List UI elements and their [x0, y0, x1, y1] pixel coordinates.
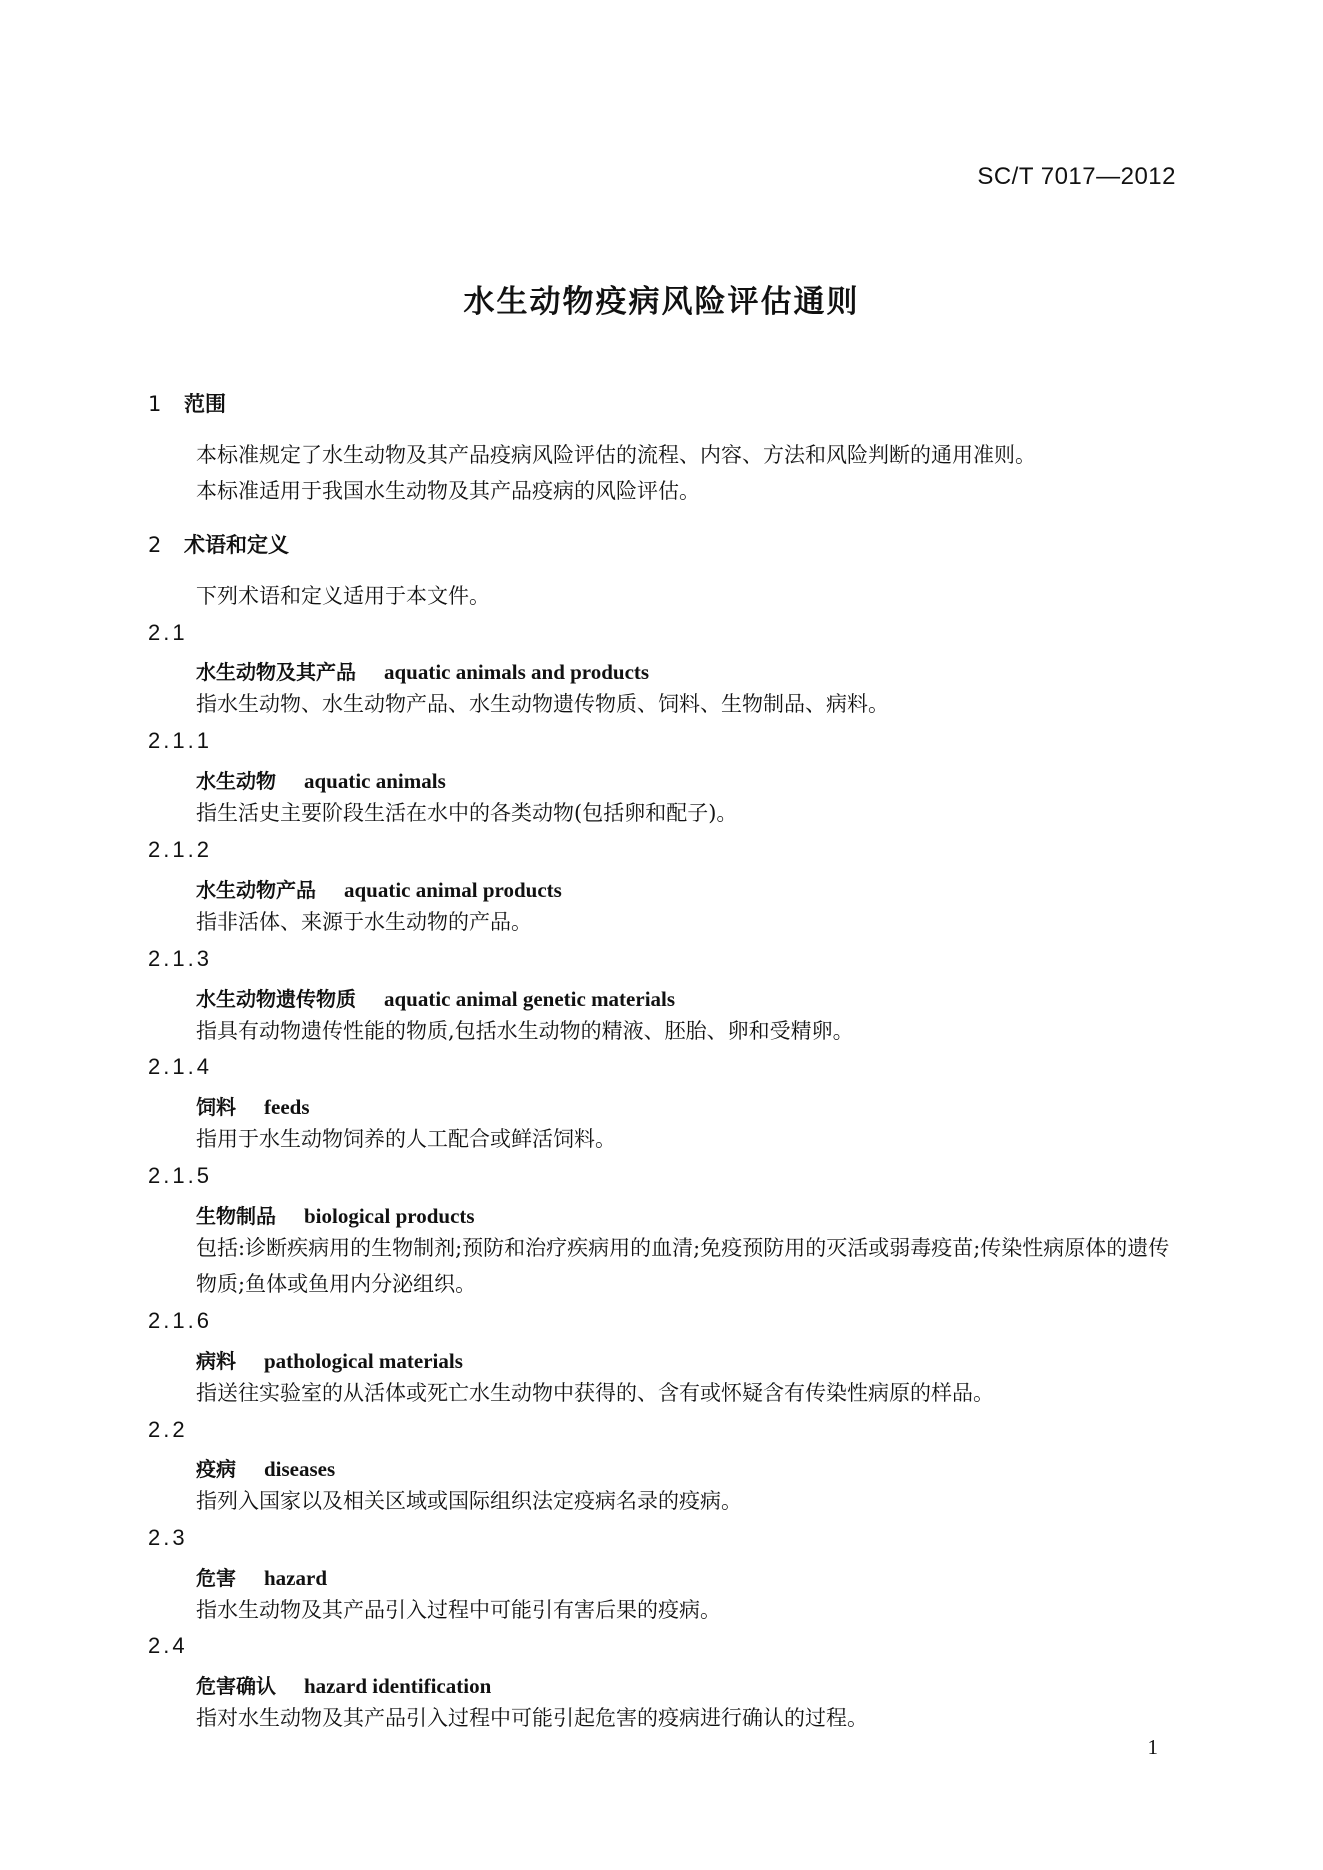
- section-2-intro: 下列术语和定义适用于本文件。: [196, 584, 490, 608]
- term-zh: 水生动物遗传物质: [196, 987, 356, 1011]
- clause-term: [196, 1200, 475, 1229]
- section-1-heading: [148, 388, 226, 418]
- clause-term: [196, 765, 446, 794]
- term-zh: 水生动物产品: [196, 878, 316, 902]
- term-en: aquatic animal products: [344, 878, 562, 902]
- term-zh: 疫病: [196, 1457, 236, 1481]
- section-title: 范围: [184, 392, 226, 416]
- clause-number: 2.2: [148, 1417, 188, 1442]
- term-en: aquatic animals and products: [384, 660, 650, 684]
- clause-definition: 指对水生动物及其产品引入过程中可能引起危害的疫病进行确认的过程。: [196, 1706, 868, 1730]
- term-en: hazard: [264, 1566, 327, 1590]
- clause-number: 2.4: [148, 1633, 188, 1658]
- clause-term: [196, 656, 649, 685]
- standard-number: SC/T 7017—2012: [977, 163, 1176, 190]
- clause-term: [196, 1091, 310, 1120]
- section-1-paragraph-1: 本标准规定了水生动物及其产品疫病风险评估的流程、内容、方法和风险判断的通用准则。: [196, 443, 1036, 467]
- clause-number: 2.1: [148, 620, 188, 645]
- clause-definition: 指送往实验室的从活体或死亡水生动物中获得的、含有或怀疑含有传染性病原的样品。: [196, 1381, 994, 1405]
- clause-definition: 指列入国家以及相关区域或国际组织法定疫病名录的疫病。: [196, 1489, 742, 1513]
- term-zh: 饲料: [196, 1095, 236, 1119]
- clause-term: [196, 1562, 327, 1591]
- term-zh: 危害确认: [196, 1674, 276, 1698]
- clause-number: 2.3: [148, 1525, 188, 1550]
- clause-term: [196, 1670, 491, 1699]
- term-zh: 水生动物: [196, 769, 276, 793]
- section-number: 2: [148, 533, 162, 557]
- clause-term: [196, 874, 562, 903]
- section-number: 1: [148, 392, 162, 416]
- term-zh: 危害: [196, 1566, 236, 1590]
- clause-definition: 指非活体、来源于水生动物的产品。: [196, 910, 532, 934]
- term-en: biological products: [304, 1204, 475, 1228]
- clause-number: 2.1.1: [148, 728, 212, 753]
- term-en: aquatic animal genetic materials: [384, 987, 676, 1011]
- term-en: aquatic animals: [304, 769, 446, 793]
- term-en: feeds: [264, 1095, 310, 1119]
- term-zh: 病料: [196, 1349, 236, 1373]
- clause-definition: 指用于水生动物饲养的人工配合或鲜活饲料。: [196, 1127, 616, 1151]
- clause-term: [196, 983, 675, 1012]
- clause-number: 2.1.4: [148, 1054, 212, 1079]
- clause-definition: 指水生动物、水生动物产品、水生动物遗传物质、饲料、生物制品、病料。: [196, 692, 889, 716]
- term-zh: 生物制品: [196, 1204, 276, 1228]
- term-en: diseases: [264, 1457, 336, 1481]
- section-title: 术语和定义: [184, 533, 289, 557]
- clause-definition: 指具有动物遗传性能的物质,包括水生动物的精液、胚胎、卵和受精卵。: [196, 1019, 854, 1043]
- clause-number: 2.1.5: [148, 1163, 212, 1188]
- clause-number: 2.1.2: [148, 837, 212, 862]
- clause-definition: 指生活史主要阶段生活在水中的各类动物(包括卵和配子)。: [196, 801, 738, 825]
- clause-definition: 包括:诊断疾病用的生物制剂;预防和治疗疾病用的血清;免疫预防用的灭活或弱毒疫苗;传染性病原体的遗传物质;鱼体或鱼用内分泌组织。: [196, 1236, 1170, 1296]
- clause-term: [196, 1453, 335, 1482]
- clause-number: 2.1.3: [148, 946, 212, 971]
- document-title: 水生动物疫病风险评估通则: [463, 284, 860, 320]
- term-zh: 水生动物及其产品: [196, 660, 356, 684]
- term-en: pathological materials: [264, 1349, 463, 1373]
- clause-term: [196, 1345, 463, 1374]
- term-en: hazard identification: [304, 1674, 492, 1698]
- clause-definition: 指水生动物及其产品引入过程中可能引有害后果的疫病。: [196, 1598, 721, 1622]
- section-2-heading: [148, 529, 289, 559]
- section-1-paragraph-2: 本标准适用于我国水生动物及其产品疫病的风险评估。: [196, 479, 700, 503]
- page-number: 1: [1147, 1735, 1158, 1759]
- clause-number: 2.1.6: [148, 1308, 212, 1333]
